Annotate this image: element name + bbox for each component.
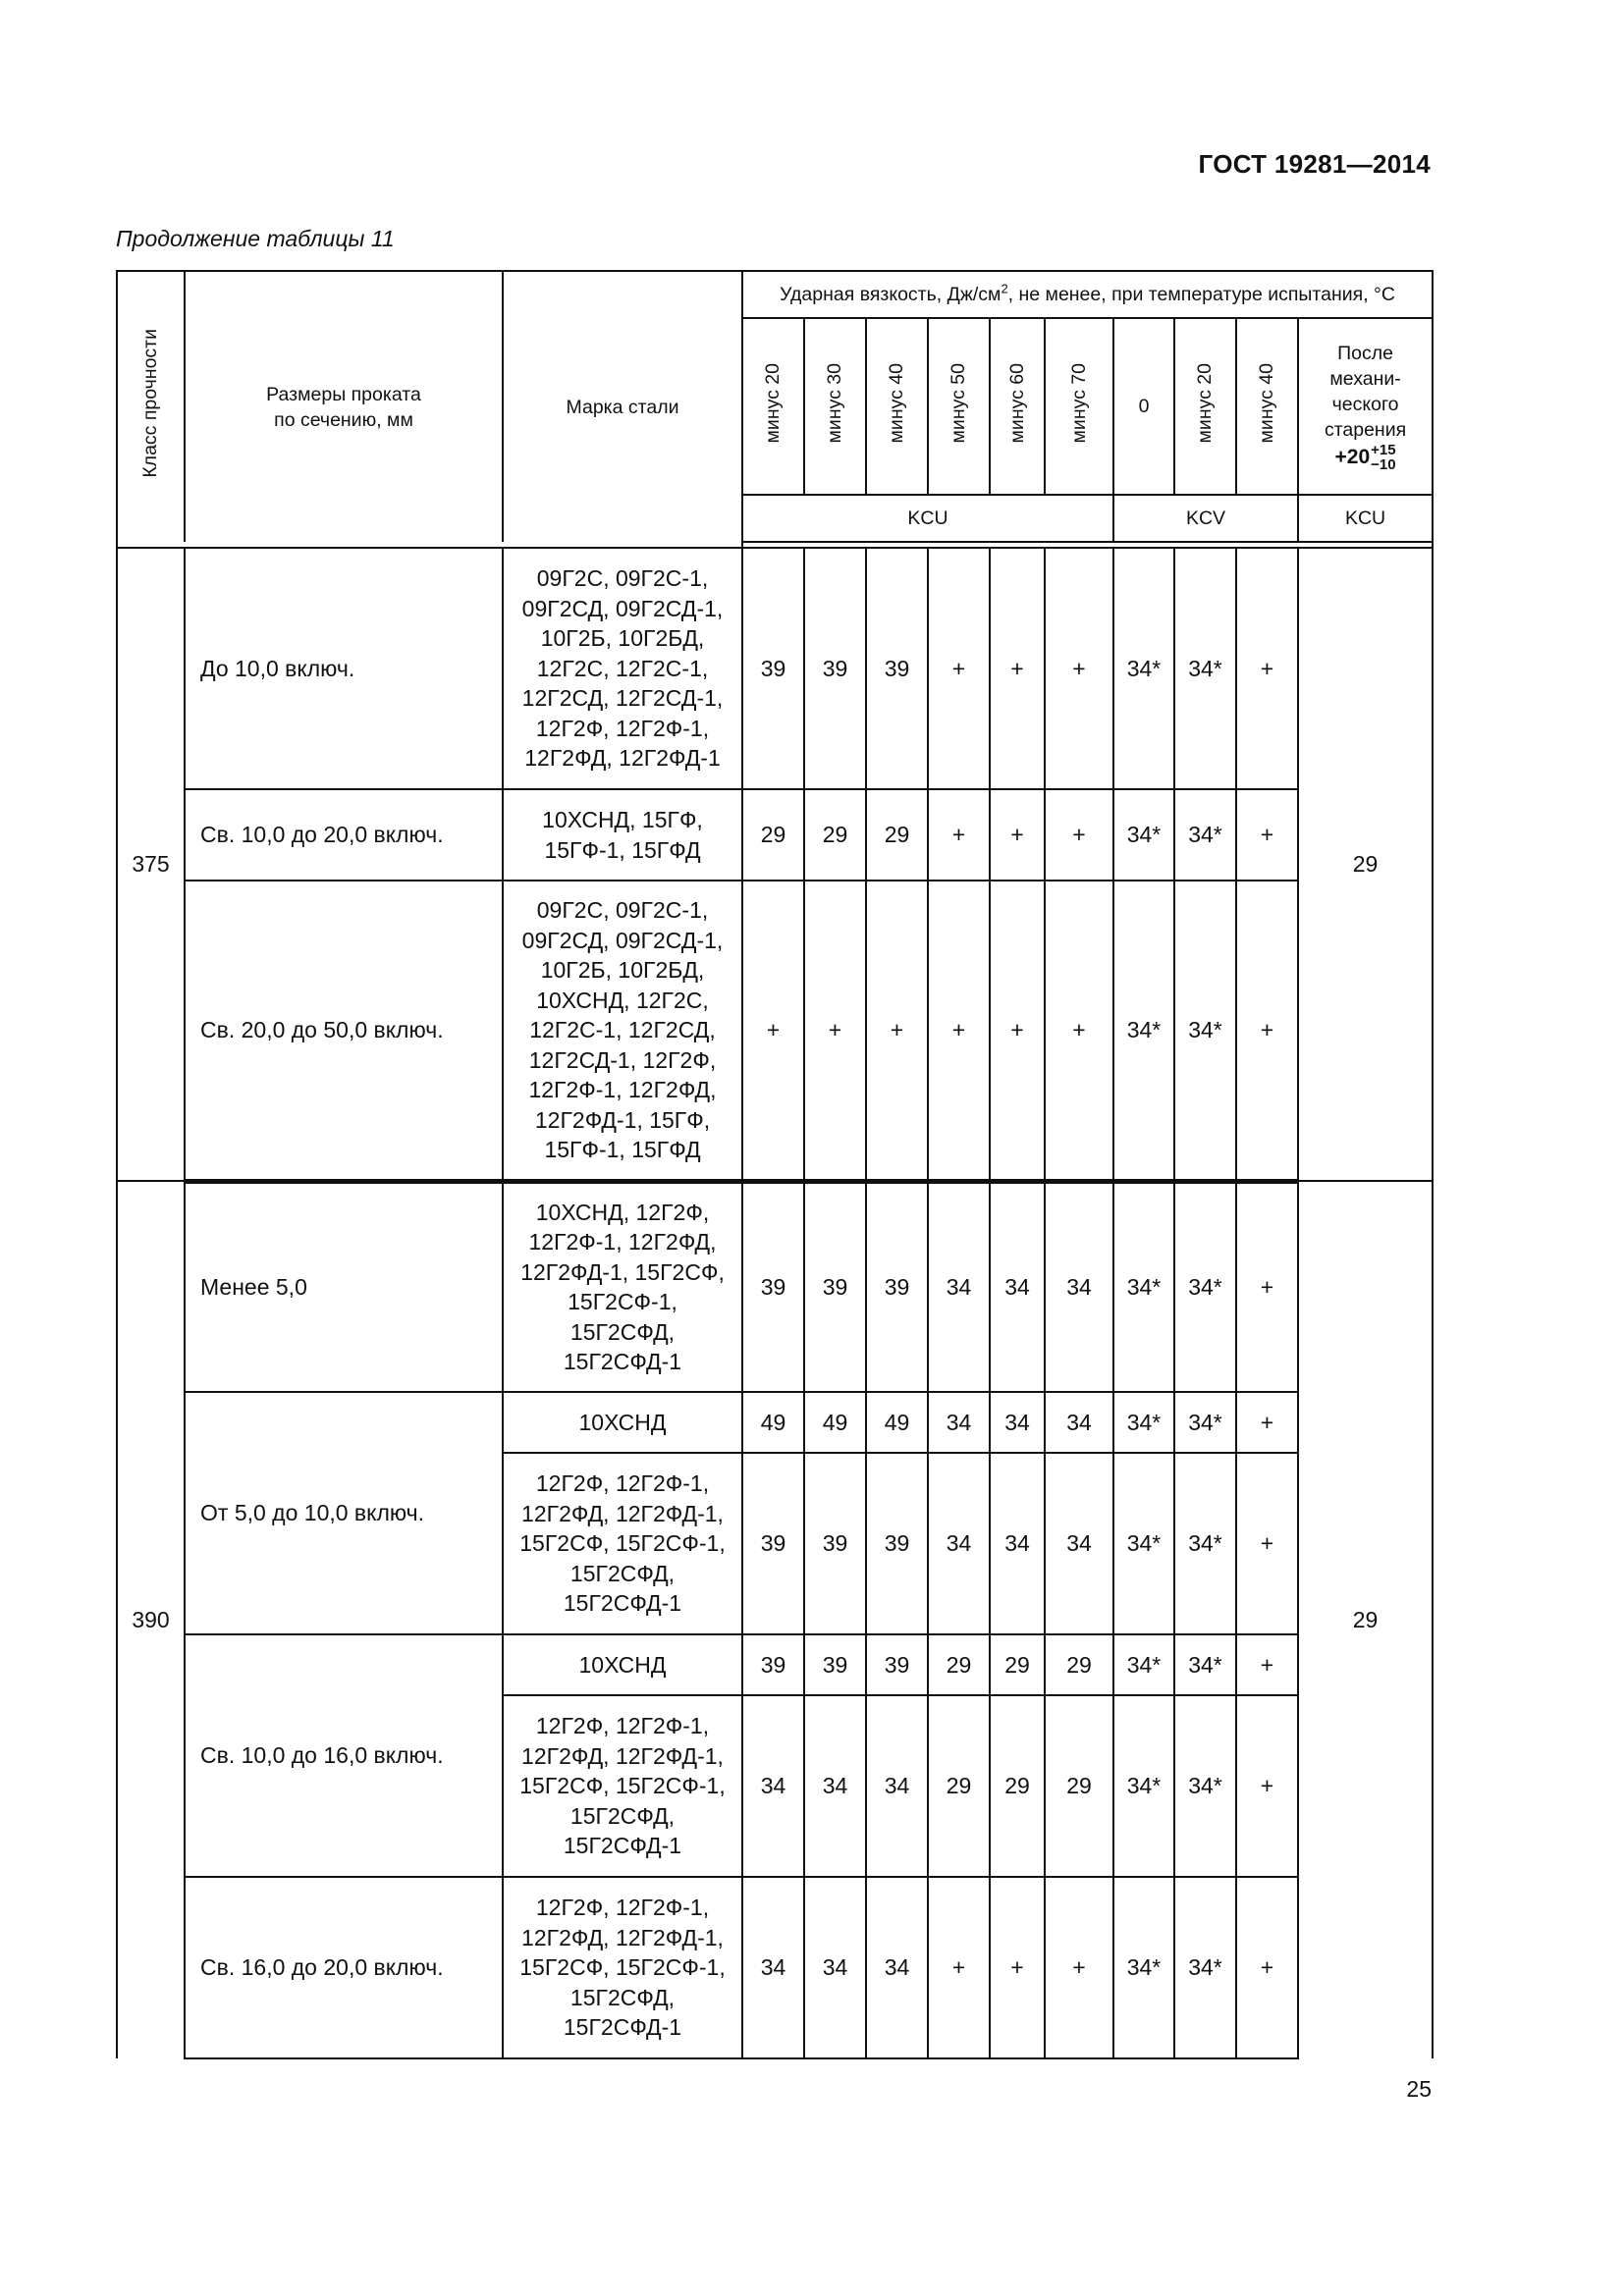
grade-line: 12Г2С-1, 12Г2СД, <box>529 1017 716 1042</box>
value-cell: 34 <box>1045 1453 1113 1634</box>
value-cell: 34* <box>1113 1181 1174 1392</box>
value-cell: + <box>1045 789 1113 881</box>
grade-line: 15Г2СФ, 15Г2СФ-1, <box>519 1773 726 1799</box>
value-cell: 39 <box>742 1453 804 1634</box>
temp-header-2-label: минус 30 <box>824 362 846 443</box>
value-cell: 34* <box>1113 1453 1174 1634</box>
size-value: Св. 16,0 до 20,0 включ. <box>200 1954 444 1981</box>
grade-line: 15Г2СФД, <box>569 1560 676 1586</box>
temp-header-8-label: минус 20 <box>1194 362 1217 443</box>
temp-header-3-label: минус 40 <box>886 362 908 443</box>
grade-line: 10ХСНД, 12Г2С, <box>536 987 709 1013</box>
impact-header-text-b: , не менее, при температуре испытания, °C <box>1007 284 1395 305</box>
grade-line: 12Г2ФД, 12Г2ФД-1, <box>521 1742 724 1769</box>
grade-line: 10ХСНД <box>578 1409 667 1435</box>
class-value: 375 <box>132 851 170 878</box>
value-cell: 34* <box>1113 1695 1174 1877</box>
temp-header-4-label: минус 50 <box>947 362 970 443</box>
table-row <box>117 1634 1433 1695</box>
size-cell <box>185 881 503 1181</box>
value-cell: + <box>928 881 990 1181</box>
value-cell: 34* <box>1113 1877 1174 2058</box>
value-cell: 29 <box>928 1695 990 1877</box>
page-number: 25 <box>1406 2076 1432 2102</box>
grade-line: 09Г2С, 09Г2С-1, <box>536 565 709 592</box>
class-header-label: Класс прочности <box>139 328 162 478</box>
value-cell: 49 <box>866 1392 928 1453</box>
value-cell: 34 <box>804 1877 866 2058</box>
kcu-label-cell <box>742 495 1113 542</box>
temp-header-9 <box>1236 318 1298 495</box>
grade-line: 12Г2ФД, 12Г2ФД-1, <box>521 1924 724 1950</box>
impact-header-text-a: Ударная вязкость, Дж/см <box>780 284 1001 305</box>
grade-line: 15Г2СФД-1 <box>563 1590 682 1617</box>
value-cell: 29 <box>990 1634 1045 1695</box>
grade-line: 12Г2Ф-1, 12Г2ФД, <box>528 1077 717 1102</box>
value-cell: 39 <box>866 548 928 789</box>
value-cell: 34* <box>1174 1453 1236 1634</box>
grade-line: 12Г2СД-1, 12Г2Ф, <box>528 1046 717 1073</box>
class-cell-375 <box>117 548 185 1181</box>
temp-header-2 <box>804 318 866 495</box>
grade-cell <box>503 789 742 881</box>
grade-line: 12Г2С, 12Г2С-1, <box>536 655 709 681</box>
grade-line: 15Г2СФД-1 <box>563 2014 682 2041</box>
value-cell: 34* <box>1174 789 1236 881</box>
value-cell: 34 <box>742 1695 804 1877</box>
temp-header-6 <box>1045 318 1113 495</box>
value-cell: 39 <box>866 1453 928 1634</box>
value-cell: 29 <box>866 789 928 881</box>
grade-line: 09Г2С, 09Г2С-1, <box>536 897 709 923</box>
value-cell: + <box>804 881 866 1181</box>
temp-header-3 <box>866 318 928 495</box>
grade-line: 10ХСНД, 12Г2Ф, <box>535 1199 710 1225</box>
value-cell: 34 <box>1045 1392 1113 1453</box>
grade-cell <box>503 548 742 789</box>
aging-temp-base: +20 <box>1334 446 1371 468</box>
value-cell: 29 <box>990 1695 1045 1877</box>
aging-header <box>1298 318 1433 495</box>
value-cell: + <box>1236 1453 1298 1634</box>
value-cell: 29 <box>1045 1695 1113 1877</box>
value-cell: 34 <box>804 1695 866 1877</box>
impact-strength-table <box>116 270 1434 2059</box>
value-cell: 39 <box>866 1181 928 1392</box>
value-cell: 34 <box>990 1453 1045 1634</box>
value-cell: + <box>990 789 1045 881</box>
aging-line-2: механи- <box>1329 368 1401 390</box>
value-cell: 29 <box>1045 1634 1113 1695</box>
kcu-aging-label-cell <box>1298 495 1433 542</box>
sizes-header <box>185 271 503 542</box>
table-row <box>117 1392 1433 1453</box>
value-cell: + <box>990 548 1045 789</box>
table-row <box>117 1181 1433 1392</box>
value-cell: 34* <box>1174 1695 1236 1877</box>
grade-line: 10ХСНД <box>578 1651 667 1678</box>
temp-header-5-label: минус 60 <box>1005 362 1028 443</box>
value-cell: + <box>928 789 990 881</box>
value-cell: 34 <box>866 1695 928 1877</box>
table-row <box>117 789 1433 881</box>
value-cell: 34 <box>928 1181 990 1392</box>
sizes-header-line-2: по сечению, мм <box>274 408 413 431</box>
size-cell <box>185 548 503 789</box>
kcv-label-cell <box>1113 495 1298 542</box>
value-cell: 34 <box>866 1877 928 2058</box>
grade-line: 12Г2Ф, 12Г2Ф-1, <box>535 1713 710 1739</box>
table-row <box>117 548 1433 789</box>
value-cell: 49 <box>804 1392 866 1453</box>
temp-header-4 <box>928 318 990 495</box>
value-cell: + <box>1236 1695 1298 1877</box>
grade-header-label: Марка стали <box>566 396 679 418</box>
value-cell: 34 <box>990 1181 1045 1392</box>
value-cell: 34 <box>928 1453 990 1634</box>
value-cell: 39 <box>866 1634 928 1695</box>
aging-value: 29 <box>1352 1607 1379 1633</box>
value-cell: + <box>1236 1392 1298 1453</box>
grade-line: 12Г2ФД, 12Г2ФД-1 <box>524 745 721 772</box>
grade-line: 12Г2Ф-1, 12Г2ФД, <box>528 1229 717 1255</box>
grade-line: 10ХСНД, 15ГФ, <box>542 807 703 832</box>
grade-line: 15Г2СФ, 15Г2СФ-1, <box>519 1530 726 1557</box>
value-cell: 34 <box>928 1392 990 1453</box>
grade-header <box>503 271 742 542</box>
grade-line: 15Г2СФД, <box>569 1984 676 2010</box>
grade-line: 12Г2СД, 12Г2СД-1, <box>521 685 724 712</box>
value-cell: + <box>1045 881 1113 1181</box>
grade-cell <box>503 881 742 1181</box>
grade-line: 15Г2СФД, <box>569 1318 676 1345</box>
value-cell: 34* <box>1174 1181 1236 1392</box>
grade-cell <box>503 1634 742 1695</box>
size-cell <box>185 789 503 881</box>
temp-header-9-label: минус 40 <box>1256 362 1278 443</box>
grade-line: 12Г2Ф, 12Г2Ф-1, <box>535 1895 710 1921</box>
value-cell: 34* <box>1113 1392 1174 1453</box>
temp-header-7 <box>1113 318 1174 495</box>
temp-header-6-label: минус 70 <box>1067 362 1090 443</box>
temp-header-1 <box>742 318 804 495</box>
value-cell: 34* <box>1113 1634 1174 1695</box>
grade-line: 09Г2СД, 09Г2СД-1, <box>521 595 724 621</box>
value-cell: 29 <box>742 789 804 881</box>
temp-header-5 <box>990 318 1045 495</box>
value-cell: 29 <box>928 1634 990 1695</box>
value-cell: 39 <box>804 548 866 789</box>
value-cell: 34* <box>1174 1877 1236 2058</box>
grade-cell <box>503 1181 742 1392</box>
aging-line-3: ческого <box>1331 394 1399 415</box>
aging-value: 29 <box>1352 851 1379 878</box>
class-value: 390 <box>132 1607 170 1633</box>
value-cell: + <box>990 1877 1045 2058</box>
value-cell: 34 <box>742 1877 804 2058</box>
size-value: От 5,0 до 10,0 включ. <box>200 1500 425 1526</box>
grade-line: 15Г2СФД-1 <box>563 1833 682 1859</box>
grade-cell <box>503 1453 742 1634</box>
size-cell <box>185 1392 503 1634</box>
value-cell: + <box>1236 548 1298 789</box>
size-cell <box>185 1877 503 2058</box>
value-cell: + <box>1236 1634 1298 1695</box>
grade-line: 10Г2Б, 10Г2БД, <box>540 957 705 983</box>
kcv-label: KCV <box>1185 507 1226 529</box>
aging-temperature <box>1335 443 1396 472</box>
value-cell: 34 <box>1045 1181 1113 1392</box>
sizes-header-line-1: Размеры проката <box>266 383 421 405</box>
grade-line: 15Г2СФД, <box>569 1802 676 1829</box>
impact-header-superscript: 2 <box>1001 281 1008 296</box>
grade-line: 15Г2СФ, 15Г2СФ-1, <box>519 1954 726 1981</box>
size-value: До 10,0 включ. <box>200 655 355 681</box>
grade-line: 12Г2Ф, 12Г2Ф-1, <box>535 715 710 741</box>
grade-line: 12Г2Ф, 12Г2Ф-1, <box>535 1470 710 1497</box>
value-cell: 34* <box>1113 789 1174 881</box>
value-cell: 39 <box>742 548 804 789</box>
value-cell: 39 <box>742 1634 804 1695</box>
value-cell: 39 <box>742 1181 804 1392</box>
value-cell: 34* <box>1174 548 1236 789</box>
temp-header-1-label: минус 20 <box>762 362 785 443</box>
size-value: Св. 10,0 до 20,0 включ. <box>200 822 444 848</box>
value-cell: + <box>742 881 804 1181</box>
table-row <box>117 881 1433 1181</box>
value-cell: + <box>1236 789 1298 881</box>
value-cell: 34 <box>990 1392 1045 1453</box>
size-value: Менее 5,0 <box>200 1274 307 1300</box>
aging-tol-minus: −10 <box>1371 456 1396 473</box>
grade-line: 10Г2Б, 10Г2БД, <box>540 625 705 652</box>
grade-line: 12Г2ФД-1, 15Г2СФ, <box>520 1258 725 1285</box>
value-cell: 34* <box>1113 548 1174 789</box>
value-cell: + <box>1236 1877 1298 2058</box>
value-cell: 49 <box>742 1392 804 1453</box>
value-cell: + <box>1045 1877 1113 2058</box>
aging-line-1: После <box>1337 343 1393 364</box>
document-code: ГОСТ 19281—2014 <box>1198 149 1431 179</box>
table-row <box>117 1877 1433 2058</box>
value-cell: + <box>866 881 928 1181</box>
grade-line: 15Г2СФ-1, <box>568 1289 677 1315</box>
value-cell: 39 <box>804 1181 866 1392</box>
class-cell-390 <box>117 1181 185 2058</box>
value-cell: + <box>1045 548 1113 789</box>
kcu-label: KCU <box>907 507 948 529</box>
value-cell: 29 <box>804 789 866 881</box>
header-row-1 <box>117 271 1433 318</box>
value-cell: + <box>928 1877 990 2058</box>
grade-cell <box>503 1392 742 1453</box>
temp-header-8 <box>1174 318 1236 495</box>
impact-header <box>742 271 1433 318</box>
grade-line: 12Г2ФД, 12Г2ФД-1, <box>521 1500 724 1526</box>
grade-line: 15ГФ-1, 15ГФД <box>544 1137 701 1162</box>
size-cell <box>185 1181 503 1392</box>
value-cell: 34* <box>1174 1634 1236 1695</box>
aging-line-4: старения <box>1324 419 1407 441</box>
grade-cell <box>503 1695 742 1877</box>
grade-line: 12Г2ФД-1, 15ГФ, <box>534 1106 711 1133</box>
value-cell: 34* <box>1174 1392 1236 1453</box>
aging-cell-390 <box>1298 1181 1433 2058</box>
value-cell: 34* <box>1174 881 1236 1181</box>
aging-tol-plus: +15 <box>1371 442 1396 458</box>
temp-header-7-label: 0 <box>1138 396 1150 417</box>
grade-line: 15Г2СФД-1 <box>563 1349 682 1375</box>
grade-line: 15ГФ-1, 15ГФД <box>544 836 701 863</box>
grade-cell <box>503 1877 742 2058</box>
kcu-aging-label: KCU <box>1344 507 1386 529</box>
table-continuation-caption: Продолжение таблицы 11 <box>116 226 395 251</box>
value-cell: + <box>1236 1181 1298 1392</box>
class-header <box>117 271 185 542</box>
value-cell: 34* <box>1113 881 1174 1181</box>
grade-line: 09Г2СД, 09Г2СД-1, <box>521 927 724 953</box>
value-cell: 39 <box>804 1634 866 1695</box>
value-cell: + <box>990 881 1045 1181</box>
value-cell: + <box>928 548 990 789</box>
value-cell: 39 <box>804 1453 866 1634</box>
size-value: Св. 20,0 до 50,0 включ. <box>200 1017 444 1042</box>
aging-cell-375 <box>1298 548 1433 1181</box>
size-value: Св. 10,0 до 16,0 включ. <box>200 1742 444 1769</box>
size-cell <box>185 1634 503 1877</box>
value-cell: + <box>1236 881 1298 1181</box>
